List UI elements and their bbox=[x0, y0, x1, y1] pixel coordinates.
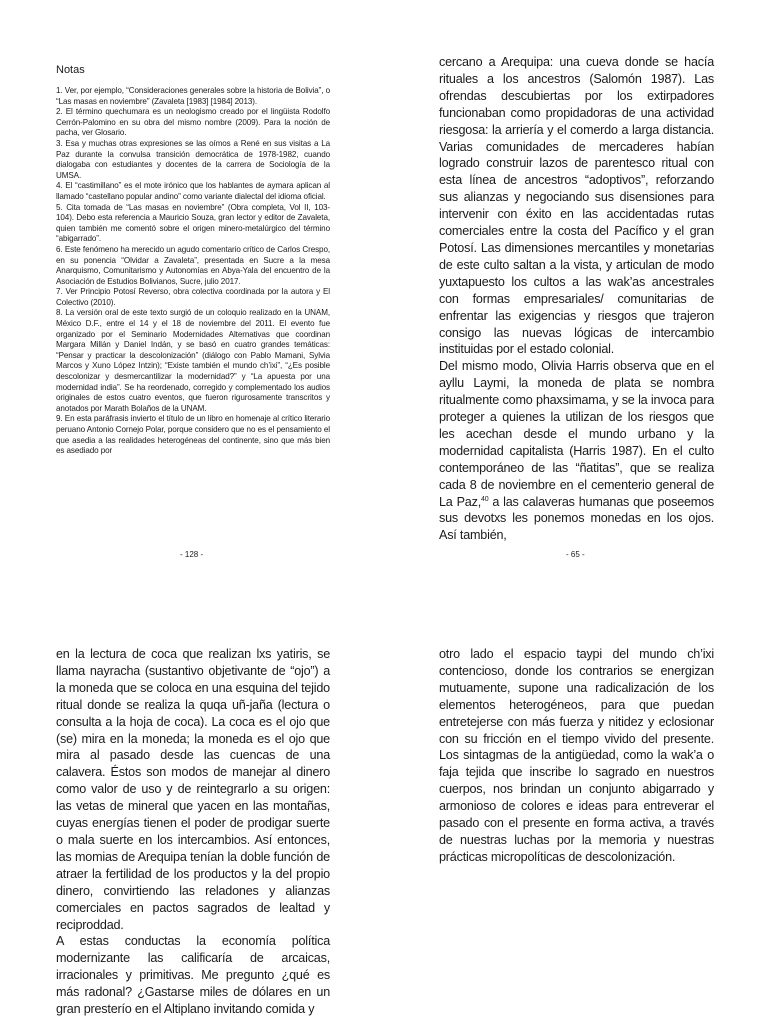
footnote-ref-40: 40 bbox=[481, 495, 489, 503]
note-5: 5. Cita tomada de “Las masas en noviembre” (Obra completa, Vol II, 103-104). Debo esta referencia a Mauricio Souza, gran lector y editor de Zavaleta, quien también me comentó sobre el origen minero-metalúrgico del término “abigarrado”. bbox=[56, 202, 330, 244]
bottom-left-paragraph-2: A estas conductas la economía política modernizante las calificaría de arcaicas, irracionales y primitivas. Me pregunto ¿qué es más radonal? ¿Gastarse miles de dólares en un gran presterío en el Altiplano invitando comida y bbox=[56, 934, 330, 1017]
right-page-paragraph-1: cercano a Arequipa: una cueva donde se hacía rituales a los ancestros (Salomón 1987). Las ofrendas descubiertas por los extirpadores funcionaban como propidadoras de una actividad riesgosa: la arriería y el comerdo a larga distancia. Varias comunidades de mercaderes habían logrado construir lazos de parentesco ritual con esta línea de ancestros “adoptivos”, reforzando sus alianzas y negociando sus disensiones para intervenir con éxito en las accidentadas rutas comerciales entre la costa del Pacífico y el gran Potosí. Las dimensiones mercantiles y monetarias de este culto saltan a la vista, y articulan de modo yuxtapuesto los cultos a las wak’as ancestrales con formas empresariales/ comunitarias de enfrentar las exigencias y riesgos que trajeron consigo las nuevas lógicas de intercambio instituidas por el estado colonial. bbox=[439, 55, 714, 357]
page-number-right: - 65 - bbox=[566, 550, 585, 559]
paragraph-2-text-b: a las calaveras humanas que poseemos sus devotxs les ponemos monedas en los ojos. Así también, bbox=[439, 494, 714, 543]
right-page-paragraph-2 bbox=[439, 358, 714, 544]
note-4: 4. El “castimillano” es el mote irónico que los hablantes de aymara aplican al llamado “castellano popular andino” como variante dialectal del idioma oficial. bbox=[56, 181, 330, 201]
note-3: 3. Esa y muchas otras expresiones se las oímos a René en sus visitas a La Paz durante la convulsa transición democrática de 1978-1982, cuando dialogaba con estudiantes y docentes de la carrera de Sociología de la UMSA. bbox=[56, 138, 330, 180]
note-8: 8. La versión oral de este texto surgió de un coloquio realizado en la UNAM, México D.F., entre el 14 y el 18 de noviembre del 2011. El evento fue organizado por el Seminario Modernidades Alternativas que coordinan Margara Millán y Daniel Indán, y se basó en cuatro grandes temáticas: “Pensar y practicar la descolonización” (diálogo con Pablo Mamani, Sylvia Marcos y Xuno López Intzin); “Existe también el mundo ch’ixi”, “¿Es posible descolonizar y desmercantilizar la modernidad?” y “La apuesta por una modernidad india”. Se ha reordenado, corregido y complementado los audios originales de estos cuatro eventos, que fueron rigurosamente transcritos y anotados por Marath Bolaños de la UNAM. bbox=[56, 308, 330, 413]
notes-title: Notas bbox=[56, 64, 85, 76]
page-number-left: - 128 - bbox=[180, 550, 204, 559]
note-9: 9. En esta paráfrasis invierto el título de un libro en homenaje al crítico literario peruano Antonio Cornejo Polar, porque considero que no es el pensamiento el que asedia a las realidades heterogéneas del continente, sino que más bien es asediado por bbox=[56, 414, 330, 456]
note-6: 6. Este fenómeno ha merecido un agudo comentario crítico de Carlos Crespo, en su ponencia “Olvidar a Zavaleta”, presentada en Sucre a la mesa Anarquismo, Comunitarismo y Autonomías en Abya-Yala del encuentro de la Asociación de Estudios Bolivianos, Sucre, julio 2017. bbox=[56, 244, 330, 286]
note-7: 7. Ver Principio Potosí Reverso, obra colectiva coordinada por la autora y El Colectivo (2010). bbox=[56, 287, 330, 307]
bottom-right-text bbox=[439, 646, 714, 866]
notes-section bbox=[56, 64, 330, 457]
note-1: 1. Ver, por ejemplo, “Consideraciones generales sobre la historia de Bolivia”, o “Las masas en noviembre” (Zavaleta [1983] [1984] 2013). bbox=[56, 86, 330, 106]
paragraph-2-text-a: Del mismo modo, Olivia Harris observa que en el ayllu Laymi, la moneda de plata se nombra ritualmente como phaxsimama, y se la invoca para proteger a quienes la utilizan de los riesgos que les acechan desde el mundo urbano y la modernidad capitalista (Harris 1987). En el culto contemporáneo de las “ñatitas”, que se realiza cada 8 de noviembre en el cementerio general de La Paz, bbox=[439, 359, 714, 509]
bottom-left-paragraph-1: en la lectura de coca que realizan lxs yatiris, se llama nayracha (sustantivo objetivante de “ojo”) a la moneda que se coloca en una esquina del tejido ritual donde se realiza la quqa uñ-jaña (lectura o consulta a la hoja de coca). La coca es el ojo que (se) mira en la moneda; la moneda es el ojo que mira al pasado desde las cuencas de una calavera. Éstos son modos de manejar al dinero como valor de uso y de reintegrarlo a su origen: las vetas de mineral que yacen en las montañas, cuyas energías tienen el poder de prodigar suerte o mala suerte en los intercambios. Así entonces, las momias de Arequipa tenían la doble función de atraer la fertilidad de los productos y la del propio dinero, convirtiendo las reladones y alianzas comerciales en pactos sagrados de lealtad y reciproddad. bbox=[56, 647, 330, 932]
bottom-right-paragraph-1: otro lado el espacio taypi del mundo ch’ixi contencioso, donde los contrarios se energizan mutuamente, supone una radicalización de los elementos heterogéneos, para que puedan entretejerse con más fuerza y nitidez y eclosionar con su fricción en el tiempo vivido del presente. Los sintagmas de la antigüedad, como la wak’a o faja tejida que inscribe lo sagrado en nuestros cuerpos, nos brindan un conjunto abigarrado y armonioso de colores e ideas para entreverar el pasado con el presente en forma activa, a través de nuestras luchas por la memoria y nuestras prácticas micropolíticas de descolonización. bbox=[439, 647, 714, 864]
right-page-text bbox=[439, 54, 714, 544]
bottom-left-text bbox=[56, 646, 330, 1018]
note-2: 2. El término quechumara es un neologismo creado por el lingüista Rodolfo Cerrón-Palomino en su obra del mismo nombre (2009). Para la noción de pacha, ver Glosario. bbox=[56, 107, 330, 138]
